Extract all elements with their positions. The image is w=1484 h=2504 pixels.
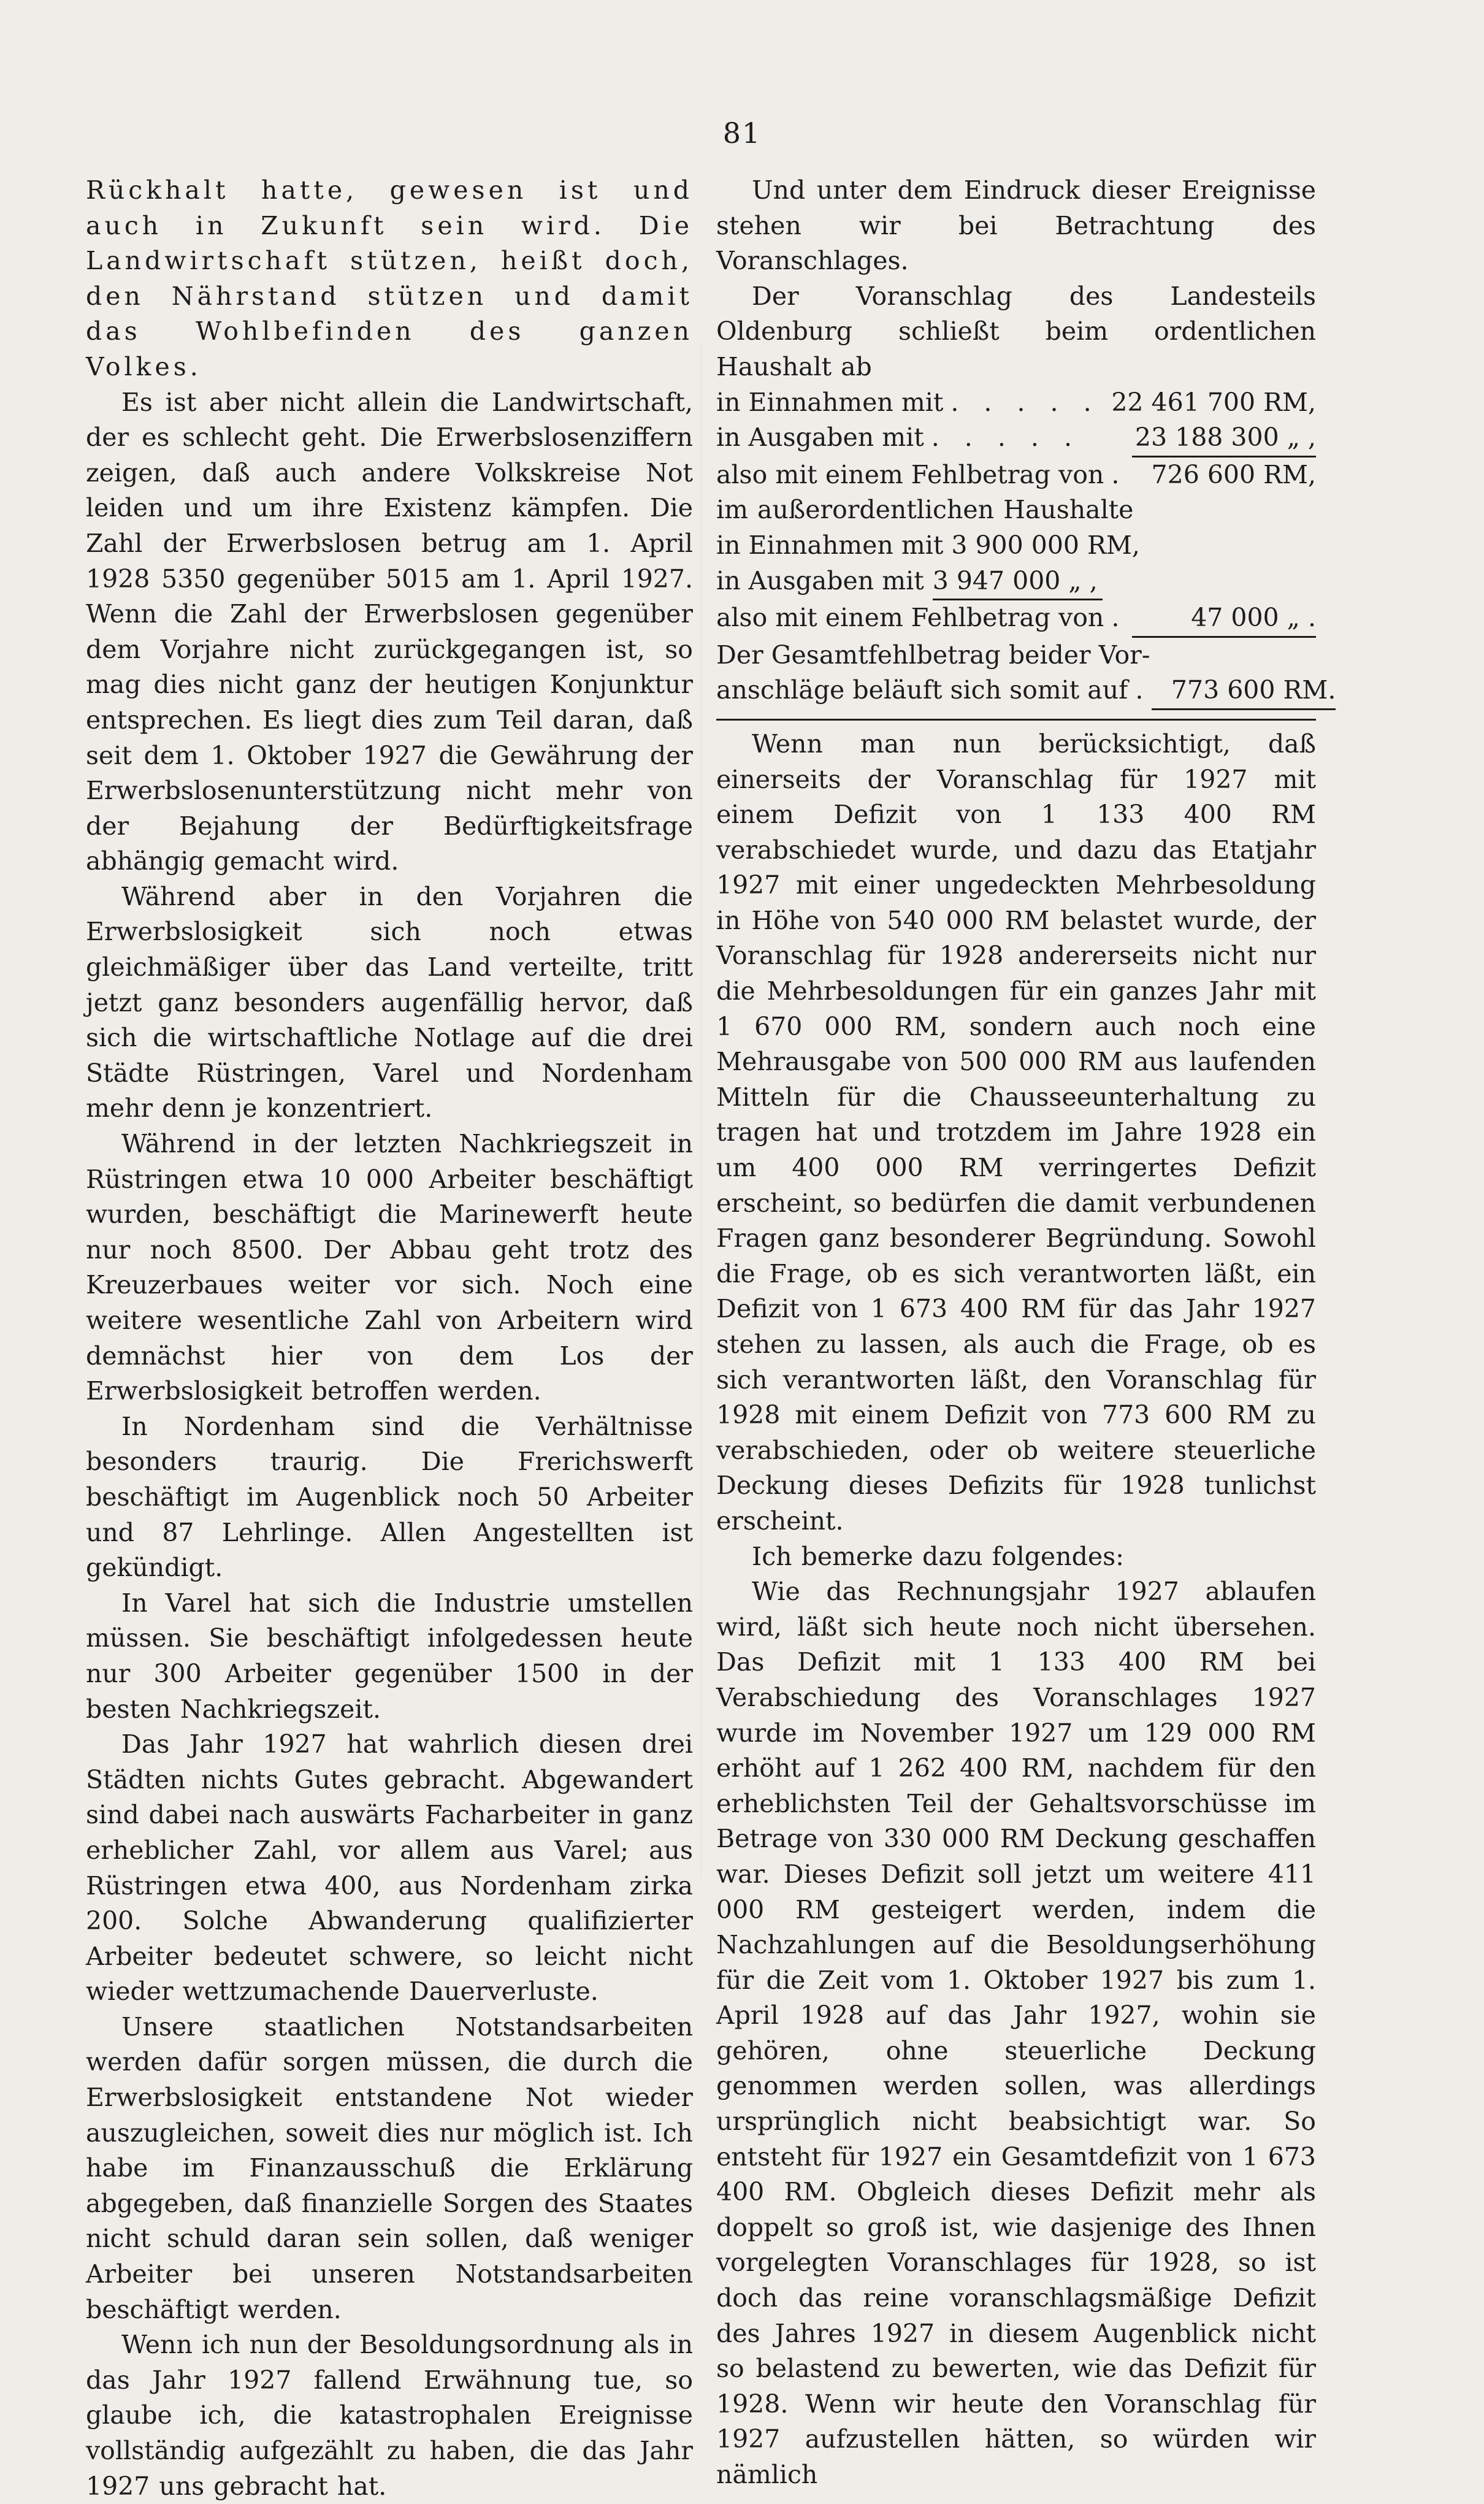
paragraph: Rückhalt hatte, gewesen ist und auch in Zukunft sein wird. Die Landwirtschaft stützen, heißt doch, den Nährstand stützen und damit das Wohlbefinden des ganzen Volkes. — [86, 175, 693, 381]
leader-dots: . — [1111, 603, 1128, 633]
paragraph: Es ist aber nicht allein die Landwirtschaft, der es schlecht geht. Die Erwerbslosenziffern zeigen, daß auch andere Volkskreise Not leiden und um ihre Existenz kämpfen. Die Zahl der Erwerbslosen betrug am 1. April 1928 5350 gegenüber 5015 am 1. April 1927. Wenn die Zahl der Erwerbslosen gegenüber dem Vorjahre nicht zurückgegangen ist, so mag dies nicht ganz der heutigen Konjunktur entsprechen. Es liegt dies zum Teil daran, daß seit dem 1. Oktober 1927 die Gewährung der Erwerbslosenunterstützung nicht mehr von der Bejahung der Bedürftigkeitsfrage abhängig gemacht wird. — [86, 387, 693, 876]
budget-row — [716, 673, 1336, 710]
row-label: Der Gesamtfehlbetrag beider Vor- — [716, 640, 1150, 670]
extraordinary-intro: im außerordentlichen Haushalte — [716, 495, 1134, 525]
leader-dots: . . . . . — [950, 387, 1100, 417]
paragraph: Unsere staatlichen Notstandsarbeiten werden dafür sorgen müssen, die durch die Erwerbslosigkeit entstandene Not wieder auszugleichen, soweit dies nur möglich ist. Ich habe im Finanzausschuß die Erklärung abgegeben, daß finanzielle Sorgen des Staates nicht schuld daran sein sollen, daß weniger Arbeiter bei unseren Notstandsarbeiten beschäftigt werden. — [86, 2012, 693, 2324]
row-value: 3 947 000 „ , — [933, 564, 1103, 601]
row-value: 773 600 RM. — [1152, 673, 1336, 710]
budget-row — [716, 420, 1316, 458]
budget-intro: Der Voranschlag des Landesteils Oldenburg schließt beim ordentlichen Haushalt ab — [716, 281, 1316, 381]
extraordinary-budget-table — [716, 528, 1316, 638]
budget-row — [716, 458, 1316, 493]
budget-row — [716, 600, 1316, 638]
paragraph: Wenn man nun berücksichtigt, daß einerseits der Voranschlag für 1927 mit einem Defizit von 1 133 400 RM verabschiedet wurde, und dazu das Etatjahr 1927 mit einer ungedeckten Mehrbesoldung in Höhe von 540 000 RM belastet wurde, der Voranschlag für 1928 andererseits nicht nur die Mehrbesoldungen für ein ganzes Jahr mit 1 670 000 RM, sondern auch noch eine Mehrausgabe von 500 000 RM aus laufenden Mitteln für die Chausseeunterhaltung zu tragen hat und trotzdem im Jahre 1928 ein um 400 000 RM verringertes Defizit erscheint, so bedürfen die damit verbundenen Fragen ganz besonderer Begründung. Sowohl die Frage, ob es sich verantworten läßt, ein Defizit von 1 673 400 RM für das Jahr 1927 stehen zu lassen, als auch die Frage, ob es sich verantworten läßt, den Voranschlag für 1928 mit einem Defizit von 773 600 RM zu verabschieden, oder ob weitere steuerliche Deckung dieses Defizits für 1928 tunlichst erscheint. — [716, 729, 1316, 1536]
row-value: 726 600 RM, — [1151, 459, 1316, 489]
paragraph: Wie das Rechnungsjahr 1927 ablaufen wird, läßt sich heute noch nicht übersehen. Das Defizit mit 1 133 400 RM bei Verabschiedung des Voranschlages 1927 wurde im November 1927 um 129 000 RM erhöht auf 1 262 400 RM, nachdem für den erheblichsten Teil der Gehaltsvorschüsse im Betrage von 330 000 RM Deckung geschaffen war. Dieses Defizit soll jetzt um weitere 411 000 RM gesteigert werden, indem die Nachzahlungen auf die Besoldungserhöhung für die Zeit vom 1. Oktober 1927 bis zum 1. April 1928 auf das Jahr 1927, wohin sie gehören, ohne steuerliche Deckung genommen werden sollen, was allerdings ursprünglich nicht beabsichtigt war. So entsteht für 1927 ein Gesamtdefizit von 1 673 400 RM. Obgleich dieses Defizit mehr als doppelt so groß ist, wie dasjenige des Ihnen vorgelegten Voranschlages für 1928, so ist doch das reine voranschlagsmäßige Defizit des Jahres 1927 in diesem Augenblick nicht so belastend zu bewerten, wie das Defizit für 1928. Wenn wir heute den Voranschlag für 1927 aufzustellen hätten, so würden wir nämlich — [716, 1577, 1316, 2489]
paragraph: In Varel hat sich die Industrie umstellen müssen. Sie beschäftigt infolgedessen heute nur 300 Arbeiter gegenüber 1500 in der besten Nachkriegszeit. — [86, 1588, 693, 1724]
total-deficit-table — [716, 638, 1336, 710]
section-divider — [716, 719, 1316, 721]
paragraph: Und unter dem Eindruck dieser Ereignisse stehen wir bei Betrachtung des Voranschlages. — [716, 175, 1316, 276]
paragraph: Wenn ich nun der Besoldungsordnung als in das Jahr 1927 fallend Erwähnung tue, so glaube ich, die katastrophalen Ereignisse vollständig aufgezählt zu haben, die das Jahr 1927 uns gebracht hat. — [86, 2330, 693, 2501]
row-label: also mit einem Fehlbetrag von — [716, 603, 1104, 633]
leader-dots: . — [1135, 675, 1152, 705]
row-label: also mit einem Fehlbetrag von — [716, 459, 1104, 489]
row-value: 23 188 300 „ , — [1132, 420, 1316, 458]
row-label: in Ausgaben mit — [716, 565, 924, 595]
column-gutter — [701, 343, 702, 1877]
left-column — [86, 173, 693, 2504]
row-label: in Einnahmen mit — [716, 387, 944, 417]
row-value: 22 461 700 RM, — [1111, 387, 1316, 417]
budget-row — [716, 564, 1316, 601]
right-column — [716, 173, 1336, 2493]
budget-row — [716, 638, 1316, 673]
leader-dots: . . . . . — [931, 423, 1081, 453]
leader-dots: . — [1111, 459, 1128, 489]
paragraph: Während aber in den Vorjahren die Erwerbslosigkeit sich noch etwas gleichmäßiger über das Land verteilte, tritt jetzt ganz besonders augenfällig hervor, daß sich die wirtschaftliche Notlage auf die drei Städte Rüstringen, Varel und Nordenham mehr denn je konzentriert. — [86, 881, 693, 1124]
budget-row — [716, 528, 1316, 564]
paragraph: Das Jahr 1927 hat wahrlich diesen drei Städten nichts Gutes gebracht. Abgewandert sind dabei nach auswärts Facharbeiter in ganz erheblicher Zahl, vor allem aus Varel; aus Rüstringen etwa 400, aus Nordenham zirka 200. Solche Abwanderung qualifizierter Arbeiter bedeutet schwere, so leicht nicht wieder wettzumachende Dauerverluste. — [86, 1729, 693, 2007]
row-label: in Einnahmen mit 3 900 000 RM, — [716, 530, 1140, 560]
page-number: 81 — [722, 117, 762, 150]
budget-row — [716, 385, 1316, 421]
paragraph: Während in der letzten Nachkriegszeit in Rüstringen etwa 10 000 Arbeiter beschäftigt wurden, beschäftigt die Marinewerft heute nur noch 8500. Der Abbau geht trotz des Kreuzerbaues weiter vor sich. Noch eine weitere wesentliche Zahl von Arbeitern wird demnächst hier von dem Los der Erwerbslosigkeit betroffen werden. — [86, 1129, 693, 1406]
row-label: anschläge beläuft sich somit auf — [716, 675, 1128, 705]
row-label: in Ausgaben mit — [716, 423, 924, 453]
paragraph: In Nordenham sind die Verhältnisse besonders traurig. Die Frerichswerft beschäftigt im Augenblick noch 50 Arbeiter und 87 Lehrlinge. Allen Angestellten ist gekündigt. — [86, 1411, 693, 1583]
ordinary-budget-table — [716, 385, 1316, 493]
row-value: 47 000 „ . — [1132, 600, 1316, 638]
paragraph: Ich bemerke dazu folgendes: — [752, 1541, 1124, 1571]
